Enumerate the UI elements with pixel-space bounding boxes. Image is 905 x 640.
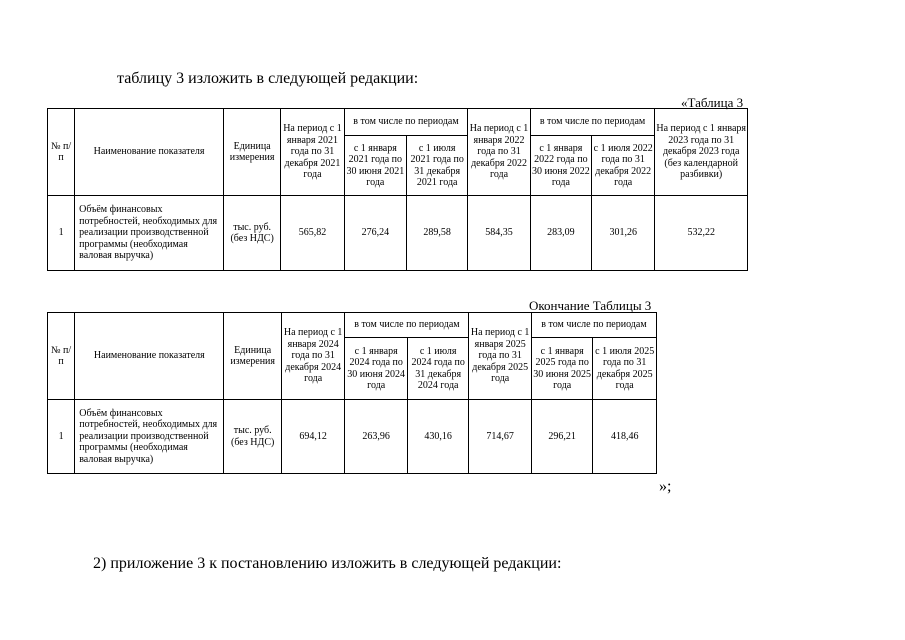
- header-h1-2024: с 1 января 2024 года по 30 июня 2024 года: [345, 338, 408, 400]
- table-row: [48, 400, 657, 474]
- row-unit: тыс. руб. (без НДС): [223, 196, 280, 271]
- value-2025: 714,67: [469, 400, 532, 474]
- value-h2-2025: 418,46: [593, 400, 657, 474]
- row-name: Объём финансовых потребностей, необходимых для реализации производственной программы (необходимая валовая выручка): [75, 196, 224, 271]
- header-h2-2021: с 1 июля 2021 года по 31 декабря 2021 года: [407, 136, 468, 196]
- value-h2-2021: 289,58: [407, 196, 468, 271]
- header-h1-2022: с 1 января 2022 года по 30 июня 2022 года: [530, 136, 591, 196]
- row-num: 1: [48, 196, 75, 271]
- value-2023: 532,22: [655, 196, 748, 271]
- row-name: Объём финансовых потребностей, необходимых для реализации производственной программы (необходимая валовая выручка): [75, 400, 224, 474]
- header-h2-2022: с 1 июля 2022 года по 31 декабря 2022 года: [592, 136, 655, 196]
- table2-caption: Окончание Таблицы 3: [529, 298, 652, 313]
- header-period-2022: На период с 1 января 2022 года по 31 декабря 2022 года: [468, 109, 530, 196]
- closing-quote: »;: [659, 478, 672, 495]
- header-period-2025: На период с 1 января 2025 года по 31 декабря 2025 года: [469, 313, 532, 400]
- value-h2-2022: 301,26: [592, 196, 655, 271]
- header-unit: Единица измерения: [223, 109, 280, 196]
- header-num: № п/п: [48, 109, 75, 196]
- header-including-2025: в том числе по периодам: [531, 313, 656, 338]
- value-h2-2024: 430,16: [407, 400, 469, 474]
- table-3: [47, 108, 748, 271]
- header-h2-2024: с 1 июля 2024 года по 31 декабря 2024 года: [407, 338, 469, 400]
- item-2-paragraph: 2) приложение 3 к постановлению изложить в следующей редакции:: [93, 555, 562, 572]
- header-including-2021: в том числе по периодам: [344, 109, 468, 136]
- header-name: Наименование показателя: [75, 313, 224, 400]
- row-unit: тыс. руб. (без НДС): [224, 400, 281, 474]
- header-period-2021: На период с 1 января 2021 года по 31 декабря 2021 года: [281, 109, 344, 196]
- table-3-end: [47, 312, 657, 474]
- header-including-2024: в том числе по периодам: [345, 313, 469, 338]
- value-2024: 694,12: [281, 400, 345, 474]
- header-unit: Единица измерения: [224, 313, 281, 400]
- table1-caption: «Таблица 3: [681, 95, 744, 110]
- value-h1-2024: 263,96: [345, 400, 408, 474]
- header-including-2022: в том числе по периодам: [530, 109, 655, 136]
- value-2022: 584,35: [468, 196, 530, 271]
- value-h1-2022: 283,09: [530, 196, 591, 271]
- header-period-2024: На период с 1 января 2024 года по 31 декабря 2024 года: [281, 313, 345, 400]
- header-h1-2021: с 1 января 2021 года по 30 июня 2021 года: [344, 136, 406, 196]
- intro-paragraph: таблицу 3 изложить в следующей редакции:: [117, 70, 419, 87]
- header-name: Наименование показателя: [75, 109, 224, 196]
- row-num: 1: [48, 400, 75, 474]
- value-h1-2025: 296,21: [531, 400, 593, 474]
- value-h1-2021: 276,24: [344, 196, 406, 271]
- header-h2-2025: с 1 июля 2025 года по 31 декабря 2025 года: [593, 338, 657, 400]
- header-num: № п/п: [48, 313, 75, 400]
- value-2021: 565,82: [281, 196, 344, 271]
- table-row: [48, 196, 748, 271]
- header-period-2023: На период с 1 января 2023 года по 31 декабря 2023 года (без календарной разбивки): [655, 109, 748, 196]
- header-h1-2025: с 1 января 2025 года по 30 июня 2025 года: [531, 338, 593, 400]
